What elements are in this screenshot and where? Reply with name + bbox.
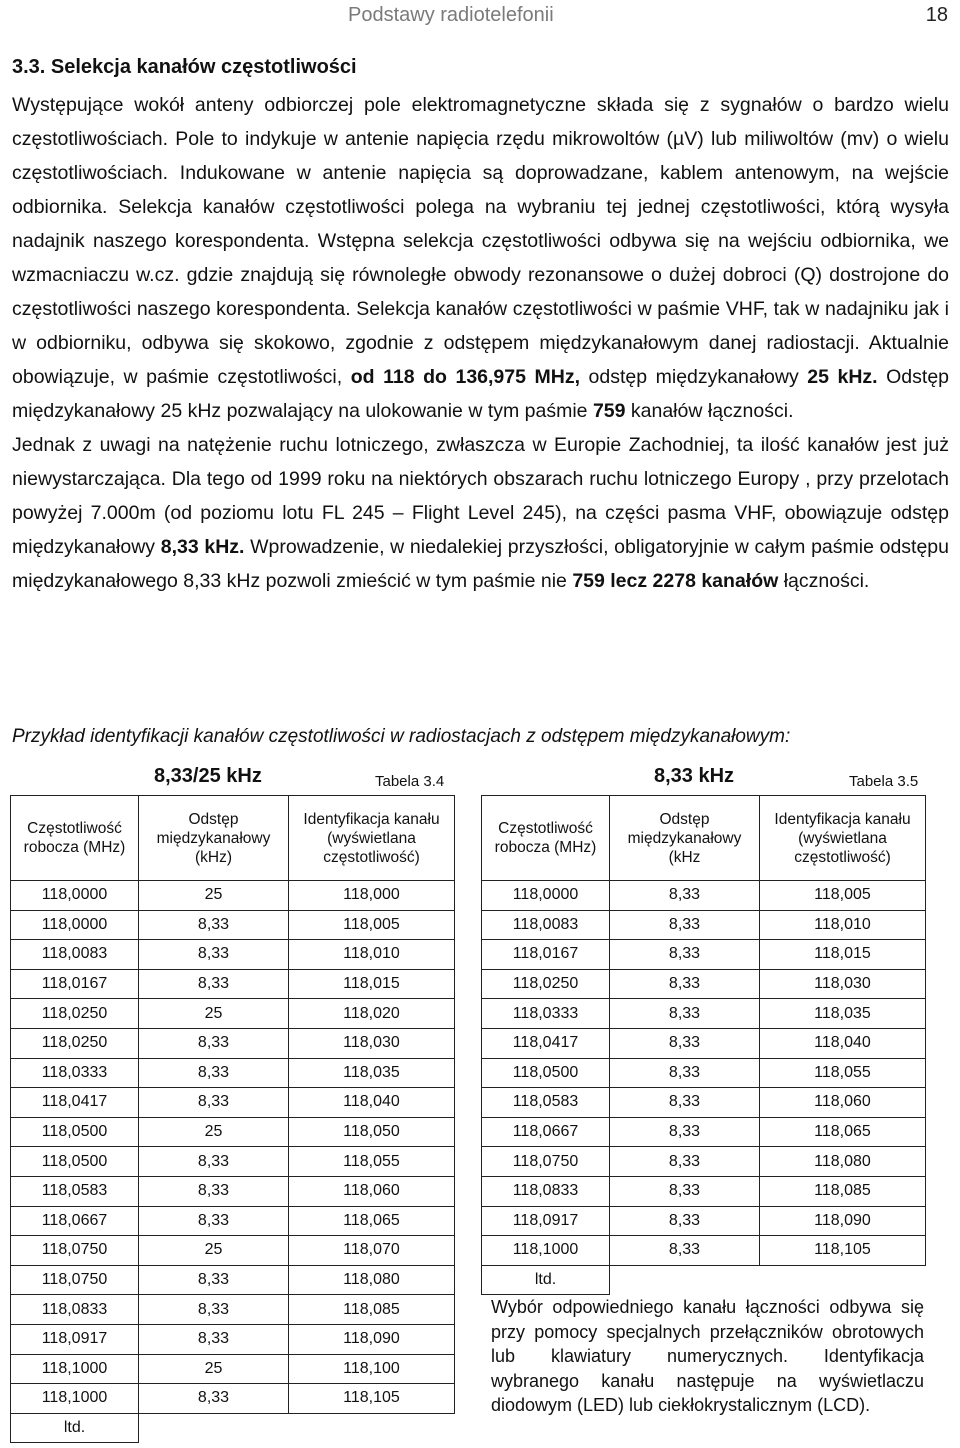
table-2-title: 8,33 kHz	[654, 765, 735, 787]
table-row	[482, 1147, 926, 1177]
cell-channel-id: 118,010	[289, 940, 455, 970]
cell-frequency: 118,0750	[11, 1265, 139, 1295]
cell-frequency: ltd.	[482, 1265, 610, 1295]
cell-channel-id	[289, 1413, 455, 1443]
table-1-label: Tabela 3.4	[375, 773, 445, 790]
cell-spacing	[139, 1413, 289, 1443]
cell-spacing: 8,33	[139, 1295, 289, 1325]
cell-channel-id: 118,010	[760, 910, 926, 940]
cell-frequency: 118,0083	[482, 910, 610, 940]
cell-channel-id: 118,020	[289, 999, 455, 1029]
paragraph-1: Występujące wokół anteny odbiorczej pole elektromagnetyczne składa się z sygnałów o bardzo wielu częstotliwościach. Pole to indykuje w antenie napięcia rzędu mikrowoltów (µV) lub miliwoltów (mv) o wielu częstotliwościach. Indukowane w antenie napięcia są doprowadzane, kablem antenowym, na wejście odbiornika. Selekcja kanałów częstotliwości polega na wybraniu tej jednej częstotliwości, którą wysyła nadajnik naszego korespondenta. Wstępna selekcja częstotliwości odbywa się na wejściu odbiornika, we wzmacniaczu w.cz. gdzie znajdują się równoległe obwody rezonansowe o dużej dobroci (Q) dostrojone do częstotliwości naszego korespondenta. Selekcja kanałów częstotliwości w paśmie VHF, tak w nadajniku jak i w odbiorniku, odbywa się skokowo, zgodnie z odstępem międzykanałowym danej radiostacji. Aktualnie obowiązuje, w paśmie częstotliwości, od 118 do 136,975 MHz, odstęp międzykanałowy 25 kHz. Odstęp międzykanałowy 25 kHz pozwalający na ulokowanie w tym paśmie 759 kanałów łączności.	[12, 94, 950, 422]
table-row	[11, 1206, 455, 1236]
cell-spacing: 8,33	[139, 1058, 289, 1088]
cell-channel-id: 118,080	[760, 1147, 926, 1177]
cell-frequency: 118,0500	[11, 1117, 139, 1147]
table-row	[11, 1265, 455, 1295]
col-header-spacing: Odstęp międzykanałowy (kHz)	[139, 796, 289, 881]
cell-spacing: 25	[139, 881, 289, 911]
section-heading: 3.3. Selekcja kanałów częstotliwości	[12, 56, 357, 78]
table-row	[11, 1176, 455, 1206]
table-row	[11, 999, 455, 1029]
cell-channel-id: 118,035	[760, 999, 926, 1029]
col-header-frequency: Częstotliwość robocza (MHz)	[482, 796, 610, 881]
channel-table-8-33	[481, 795, 926, 1295]
cell-frequency: 118,0500	[11, 1147, 139, 1177]
channel-table-8-33-25	[10, 795, 455, 1443]
table-1-title: 8,33/25 kHz	[154, 765, 262, 787]
cell-spacing: 8,33	[610, 1147, 760, 1177]
cell-spacing: 8,33	[610, 940, 760, 970]
cell-channel-id: 118,055	[289, 1147, 455, 1177]
page-header	[0, 4, 960, 34]
cell-channel-id: 118,000	[289, 881, 455, 911]
cell-channel-id: 118,060	[289, 1176, 455, 1206]
table-row	[11, 1295, 455, 1325]
table-row	[482, 940, 926, 970]
cell-spacing: 8,33	[139, 1176, 289, 1206]
cell-spacing: 25	[139, 1236, 289, 1266]
cell-channel-id: 118,005	[289, 910, 455, 940]
cell-spacing: 8,33	[610, 1206, 760, 1236]
cell-spacing: 8,33	[139, 1028, 289, 1058]
cell-frequency: 118,0833	[482, 1176, 610, 1206]
table-row	[482, 1265, 926, 1295]
cell-frequency: 118,0583	[11, 1176, 139, 1206]
tables-caption: Przykład identyfikacji kanałów częstotliwości w radiostacjach z odstępem międzykanałowym:	[12, 726, 791, 747]
cell-spacing: 8,33	[139, 1324, 289, 1354]
cell-frequency: 118,0000	[11, 881, 139, 911]
col-header-channel-id: Identyfikacja kanału (wyświetlana częstotliwość)	[289, 796, 455, 881]
cell-spacing: 8,33	[610, 1028, 760, 1058]
cell-frequency: 118,0417	[482, 1028, 610, 1058]
cell-frequency: 118,1000	[11, 1384, 139, 1414]
table-row	[11, 1117, 455, 1147]
cell-frequency: 118,0417	[11, 1088, 139, 1118]
cell-spacing: 8,33	[139, 940, 289, 970]
cell-spacing: 8,33	[139, 1088, 289, 1118]
table-2-label: Tabela 3.5	[849, 773, 919, 790]
cell-frequency: 118,1000	[11, 1354, 139, 1384]
cell-frequency: 118,0083	[11, 940, 139, 970]
cell-frequency: 118,0833	[11, 1295, 139, 1325]
cell-spacing: 8,33	[610, 1117, 760, 1147]
channel-selection-note: Wybór odpowiedniego kanału łączności odbywa się przy pomocy specjalnych przełączników obrotowych lub klawiatury numerycznych. Identyfikacja wybranego kanału następuje na wyświetlaczu diodowym (LED) lub ciekłokrystalicznym (LCD).	[491, 1297, 924, 1415]
cell-spacing: 8,33	[610, 881, 760, 911]
table-row	[482, 1028, 926, 1058]
cell-frequency: 118,0167	[482, 940, 610, 970]
col-header-channel-id: Identyfikacja kanału (wyświetlana częstotliwość)	[760, 796, 926, 881]
cell-channel-id: 118,055	[760, 1058, 926, 1088]
cell-spacing: 8,33	[139, 969, 289, 999]
cell-channel-id: 118,070	[289, 1236, 455, 1266]
cell-spacing: 8,33	[610, 999, 760, 1029]
running-title: Podstawy radiotelefonii	[348, 4, 554, 26]
cell-frequency: 118,0250	[482, 969, 610, 999]
cell-channel-id: 118,065	[289, 1206, 455, 1236]
cell-channel-id: 118,015	[760, 940, 926, 970]
cell-spacing: 25	[139, 1117, 289, 1147]
cell-frequency: 118,0667	[11, 1206, 139, 1236]
cell-frequency: 118,0750	[11, 1236, 139, 1266]
cell-frequency: 118,1000	[482, 1236, 610, 1266]
cell-frequency: 118,0000	[11, 910, 139, 940]
cell-channel-id: 118,030	[289, 1028, 455, 1058]
cell-channel-id: 118,090	[289, 1324, 455, 1354]
table-row	[482, 1117, 926, 1147]
cell-frequency: 118,0917	[11, 1324, 139, 1354]
table-row	[11, 1088, 455, 1118]
cell-frequency: 118,0500	[482, 1058, 610, 1088]
table-header-row	[482, 796, 926, 881]
col-header-spacing: Odstęp międzykanałowy (kHz	[610, 796, 760, 881]
table-row	[11, 910, 455, 940]
table-row	[11, 1028, 455, 1058]
cell-channel-id: 118,080	[289, 1265, 455, 1295]
cell-spacing: 25	[139, 1354, 289, 1384]
cell-channel-id: 118,100	[289, 1354, 455, 1384]
cell-frequency: 118,0167	[11, 969, 139, 999]
cell-channel-id: 118,060	[760, 1088, 926, 1118]
cell-spacing: 8,33	[610, 1236, 760, 1266]
cell-frequency: ltd.	[11, 1413, 139, 1443]
cell-spacing: 8,33	[610, 1058, 760, 1088]
cell-channel-id: 118,040	[760, 1028, 926, 1058]
cell-channel-id	[760, 1265, 926, 1295]
cell-spacing: 8,33	[139, 1147, 289, 1177]
cell-channel-id: 118,005	[760, 881, 926, 911]
cell-spacing: 25	[139, 999, 289, 1029]
cell-frequency: 118,0917	[482, 1206, 610, 1236]
table-row	[482, 1058, 926, 1088]
table-row	[11, 1384, 455, 1414]
table-row	[482, 1236, 926, 1266]
paragraph-2: Jednak z uwagi na natężenie ruchu lotniczego, zwłaszcza w Europie Zachodniej, ta ilość kanałów jest już niewystarczająca. Dla tego od 1999 roku na niektórych obszarach ruchu lotniczego Europy , przy przelotach powyżej 7.000m (od poziomu lotu FL 245 – Flight Level 245), na części pasma VHF, obowiązuje odstęp międzykanałowy 8,33 kHz. Wprowadzenie, w niedalekiej przyszłości, obligatoryjnie w całym paśmie odstępu międzykanałowego 8,33 kHz pozwoli zmieścić w tym paśmie nie 759 lecz 2278 kanałów łączności.	[12, 434, 949, 592]
cell-frequency: 118,0333	[482, 999, 610, 1029]
cell-spacing: 8,33	[610, 910, 760, 940]
page-number: 18	[925, 4, 948, 26]
table-row	[11, 1354, 455, 1384]
cell-channel-id: 118,030	[760, 969, 926, 999]
table-header-row	[11, 796, 455, 881]
body-text	[12, 88, 949, 598]
table-row	[11, 969, 455, 999]
cell-frequency: 118,0333	[11, 1058, 139, 1088]
cell-spacing: 8,33	[139, 910, 289, 940]
cell-channel-id: 118,085	[289, 1295, 455, 1325]
table-row	[482, 1088, 926, 1118]
table-row	[482, 969, 926, 999]
cell-spacing: 8,33	[610, 1176, 760, 1206]
cell-spacing: 8,33	[139, 1206, 289, 1236]
table-row	[482, 999, 926, 1029]
table-row	[11, 1324, 455, 1354]
table-row	[11, 1236, 455, 1266]
table-row	[11, 940, 455, 970]
cell-channel-id: 118,050	[289, 1117, 455, 1147]
cell-channel-id: 118,040	[289, 1088, 455, 1118]
table-row	[482, 1176, 926, 1206]
cell-channel-id: 118,015	[289, 969, 455, 999]
col-header-frequency: Częstotliwość robocza (MHz)	[11, 796, 139, 881]
cell-channel-id: 118,105	[289, 1384, 455, 1414]
cell-frequency: 118,0583	[482, 1088, 610, 1118]
cell-spacing: 8,33	[139, 1265, 289, 1295]
table-row	[482, 881, 926, 911]
table-row	[11, 1413, 455, 1443]
cell-spacing: 8,33	[610, 969, 760, 999]
table-row	[11, 1058, 455, 1088]
table-row	[11, 881, 455, 911]
cell-channel-id: 118,105	[760, 1236, 926, 1266]
cell-frequency: 118,0667	[482, 1117, 610, 1147]
cell-frequency: 118,0750	[482, 1147, 610, 1177]
table-row	[482, 910, 926, 940]
cell-channel-id: 118,085	[760, 1176, 926, 1206]
cell-spacing	[610, 1265, 760, 1295]
cell-frequency: 118,0000	[482, 881, 610, 911]
cell-spacing: 8,33	[610, 1088, 760, 1118]
cell-channel-id: 118,065	[760, 1117, 926, 1147]
cell-frequency: 118,0250	[11, 1028, 139, 1058]
table-row	[11, 1147, 455, 1177]
cell-spacing: 8,33	[139, 1384, 289, 1414]
cell-channel-id: 118,035	[289, 1058, 455, 1088]
cell-channel-id: 118,090	[760, 1206, 926, 1236]
cell-frequency: 118,0250	[11, 999, 139, 1029]
table-row	[482, 1206, 926, 1236]
